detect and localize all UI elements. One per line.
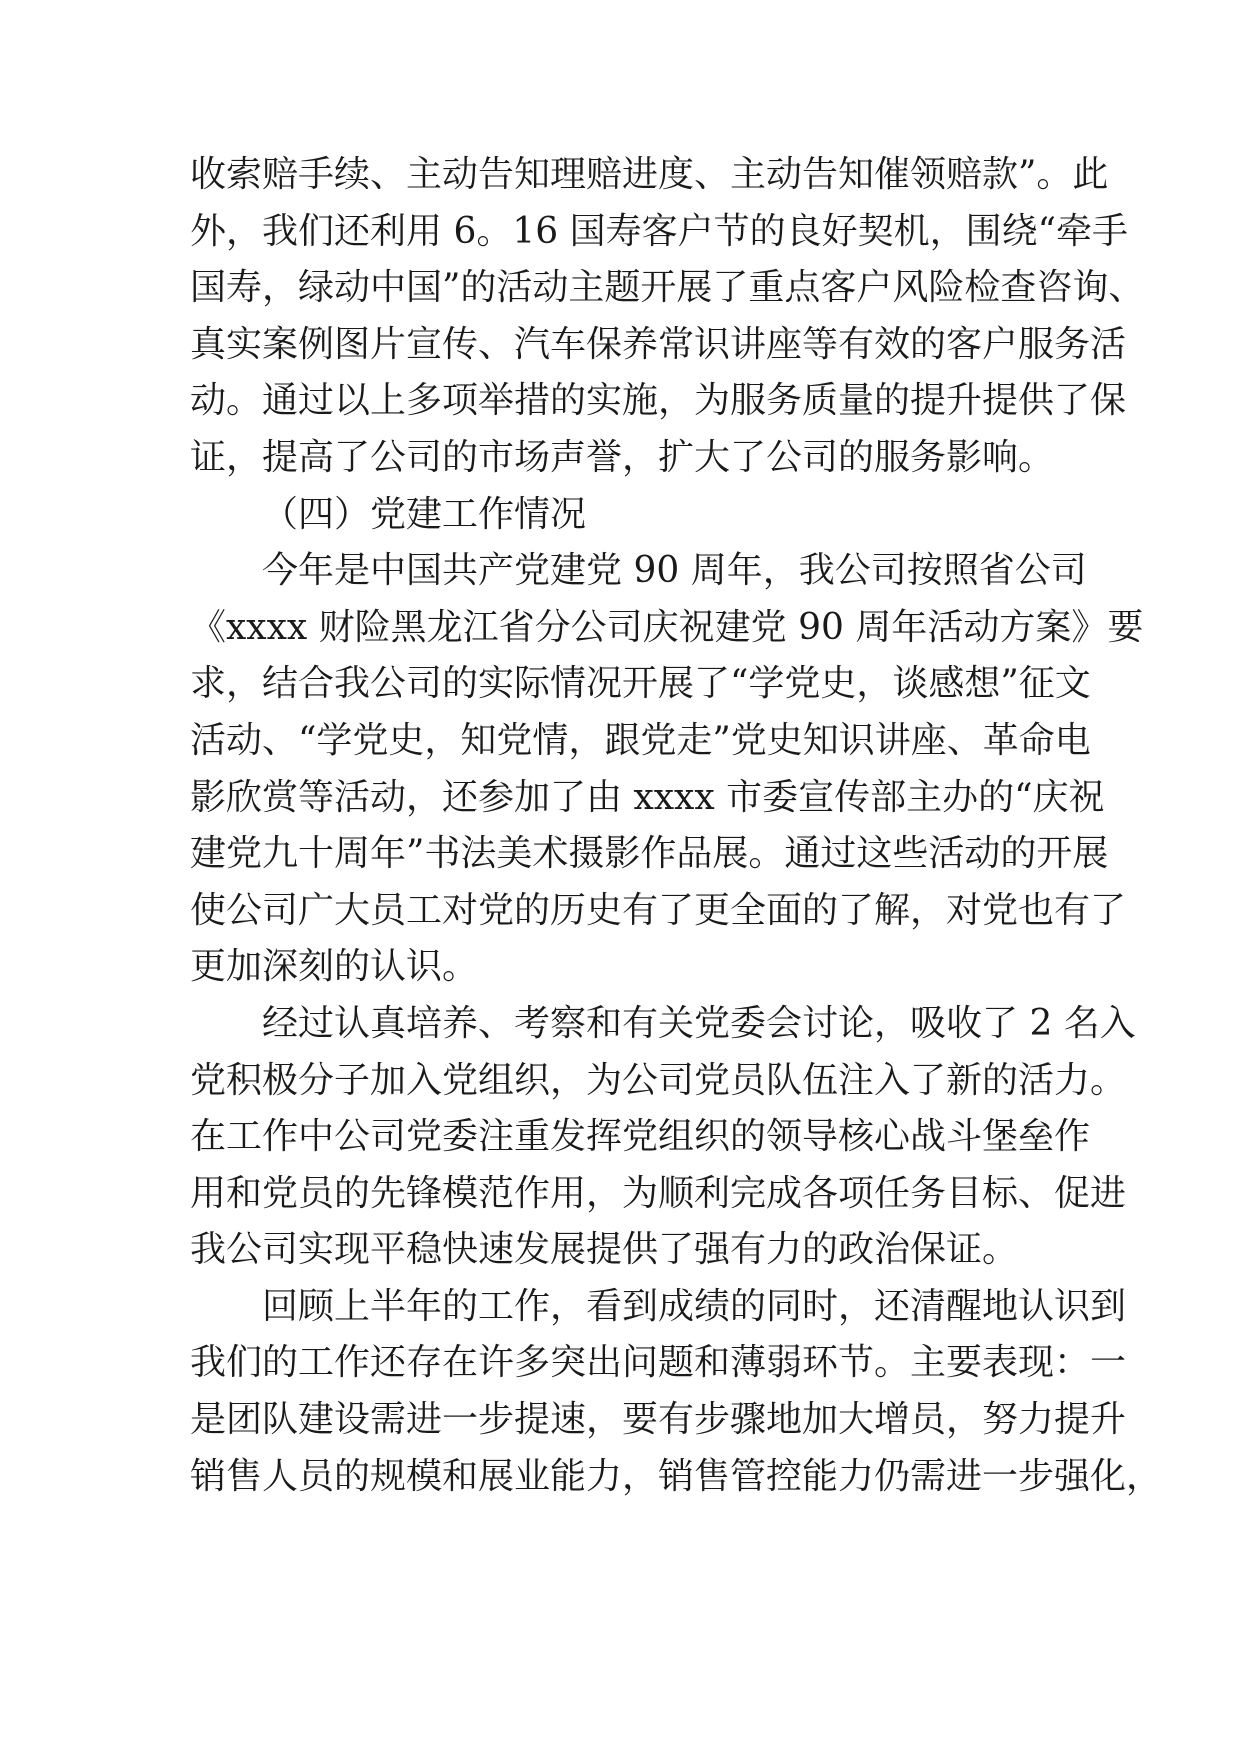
paragraph-line: 经过认真培养、考察和有关党委会讨论，吸收了 2 名入 [262, 1002, 1136, 1044]
paragraph-line: 建党九十周年”书法美术摄影作品展。通过这些活动的开展 [190, 833, 1109, 875]
paragraph-line: 求，结合我公司的实际情况开展了“学党史，谈感想”征文 [190, 663, 1091, 705]
paragraph-line: 我公司实现平稳快速发展提供了强有力的政治保证。 [190, 1229, 1019, 1271]
paragraph-line: 我们的工作还存在许多突出问题和薄弱环节。主要表现：一 [190, 1342, 1127, 1384]
paragraph-line: 真实案例图片宣传、汽车保养常识讲座等有效的客户服务活 [190, 323, 1127, 365]
paragraph-line: 国寿，绿动中国”的活动主题开展了重点客户风险检查咨询、 [190, 267, 1145, 309]
paragraph-line: 使公司广大员工对党的历史有了更全面的了解，对党也有了 [190, 889, 1127, 931]
paragraph-line: 外，我们还利用 6。16 国寿客户节的良好契机，围绕“牵手 [190, 210, 1129, 252]
paragraph-line: 更加深刻的认识。 [190, 946, 479, 988]
paragraph-line: 用和党员的先锋模范作用，为顺利完成各项任务目标、促进 [190, 1172, 1127, 1214]
paragraph-line: 收索赔手续、主动告知理赔进度、主动告知催领赔款”。此 [190, 154, 1109, 195]
paragraph-line: 回顾上半年的工作，看到成绩的同时，还清醒地认识到 [262, 1285, 1127, 1327]
paragraph-line: 活动、“学党史，知党情，跟党走”党史知识讲座、革命电 [190, 719, 1091, 761]
paragraph-line: 党积极分子加入党组织，为公司党员队伍注入了新的活力。 [190, 1059, 1127, 1101]
paragraph-line: 动。通过以上多项举措的实施，为服务质量的提升提供了保 [190, 380, 1127, 422]
paragraph-line: 证，提高了公司的市场声誉，扩大了公司的服务影响。 [190, 436, 1055, 478]
paragraph-line: 销售人员的规模和展业能力，销售管控能力仍需进一步强化， [190, 1455, 1163, 1497]
paragraph-line: 今年是中国共产党建党 90 周年，我公司按照省公司 [262, 550, 1087, 592]
document-body [190, 147, 1163, 1505]
paragraph-line: 影欣赏等活动，还参加了由 xxxx 市委宣传部主办的“庆祝 [190, 776, 1105, 818]
paragraph-line: 《xxxx 财险黑龙江省分公司庆祝建党 90 周年活动方案》要 [190, 606, 1144, 648]
paragraph-line: 在工作中公司党委注重发挥党组织的领导核心战斗堡垒作 [190, 1116, 1091, 1158]
paragraph-line: 是团队建设需进一步提速，要有步骤地加大增员，努力提升 [190, 1399, 1127, 1441]
section-heading: （四）党建工作情况 [262, 493, 587, 535]
